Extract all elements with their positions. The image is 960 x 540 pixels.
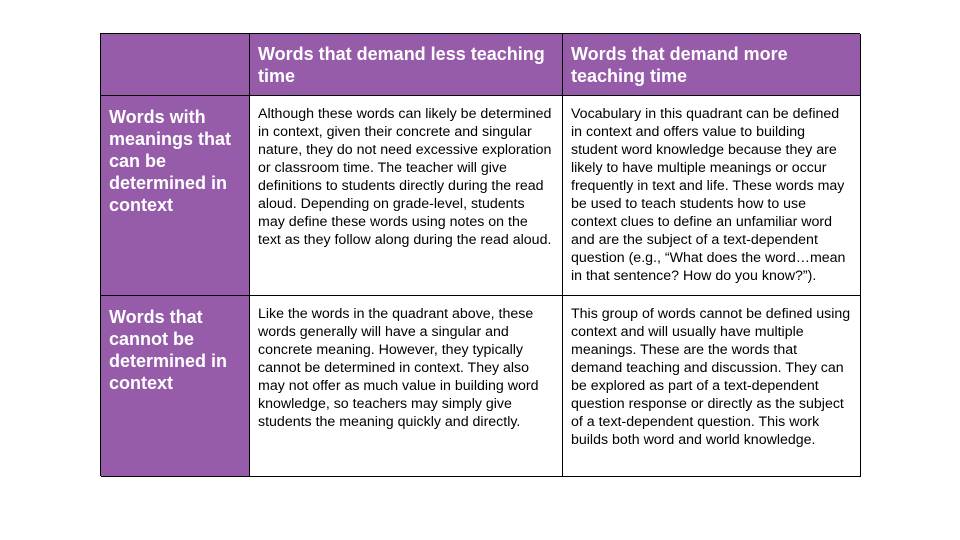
row-header-determined-in-context: Words with meanings that can be determined in context [101,96,250,296]
table-corner-cell [101,34,250,96]
cell-context-more-time: Vocabulary in this quadrant can be defined in context and offers value to building student word knowledge because they are likely to have multiple meanings or occur frequently in text and life. These words may be used to teach students how to use context clues to define an unfamiliar word and are the subject of a text-dependent question (e.g., “What does the word…mean in that sentence? How do you know?”). [563,96,861,296]
cell-no-context-less-time: Like the words in the quadrant above, these words generally will have a singular and concrete meaning. However, they typically cannot be determined in context. They also may not offer as much value in building word knowledge, so teachers may simply give students the meaning quickly and directly. [250,296,563,477]
cell-context-less-time: Although these words can likely be determined in context, given their concrete and singular nature, they do not need excessive exploration or classroom time. The teacher will give definitions to students directly during the read aloud. Depending on grade-level, students may define these words using notes on the text as they follow along during the read aloud. [250,96,563,296]
column-header-less-time: Words that demand less teaching time [250,34,563,96]
vocabulary-quadrant-table [100,33,860,476]
cell-no-context-more-time: This group of words cannot be defined using context and will usually have multiple meanings. These are the words that demand teaching and discussion. They can be explored as part of a text-dependent question response or directly as the subject of a text-dependent question. This work builds both word and world knowledge. [563,296,861,477]
column-header-more-time: Words that demand more teaching time [563,34,861,96]
row-header-not-determined-in-context: Words that cannot be determined in context [101,296,250,477]
